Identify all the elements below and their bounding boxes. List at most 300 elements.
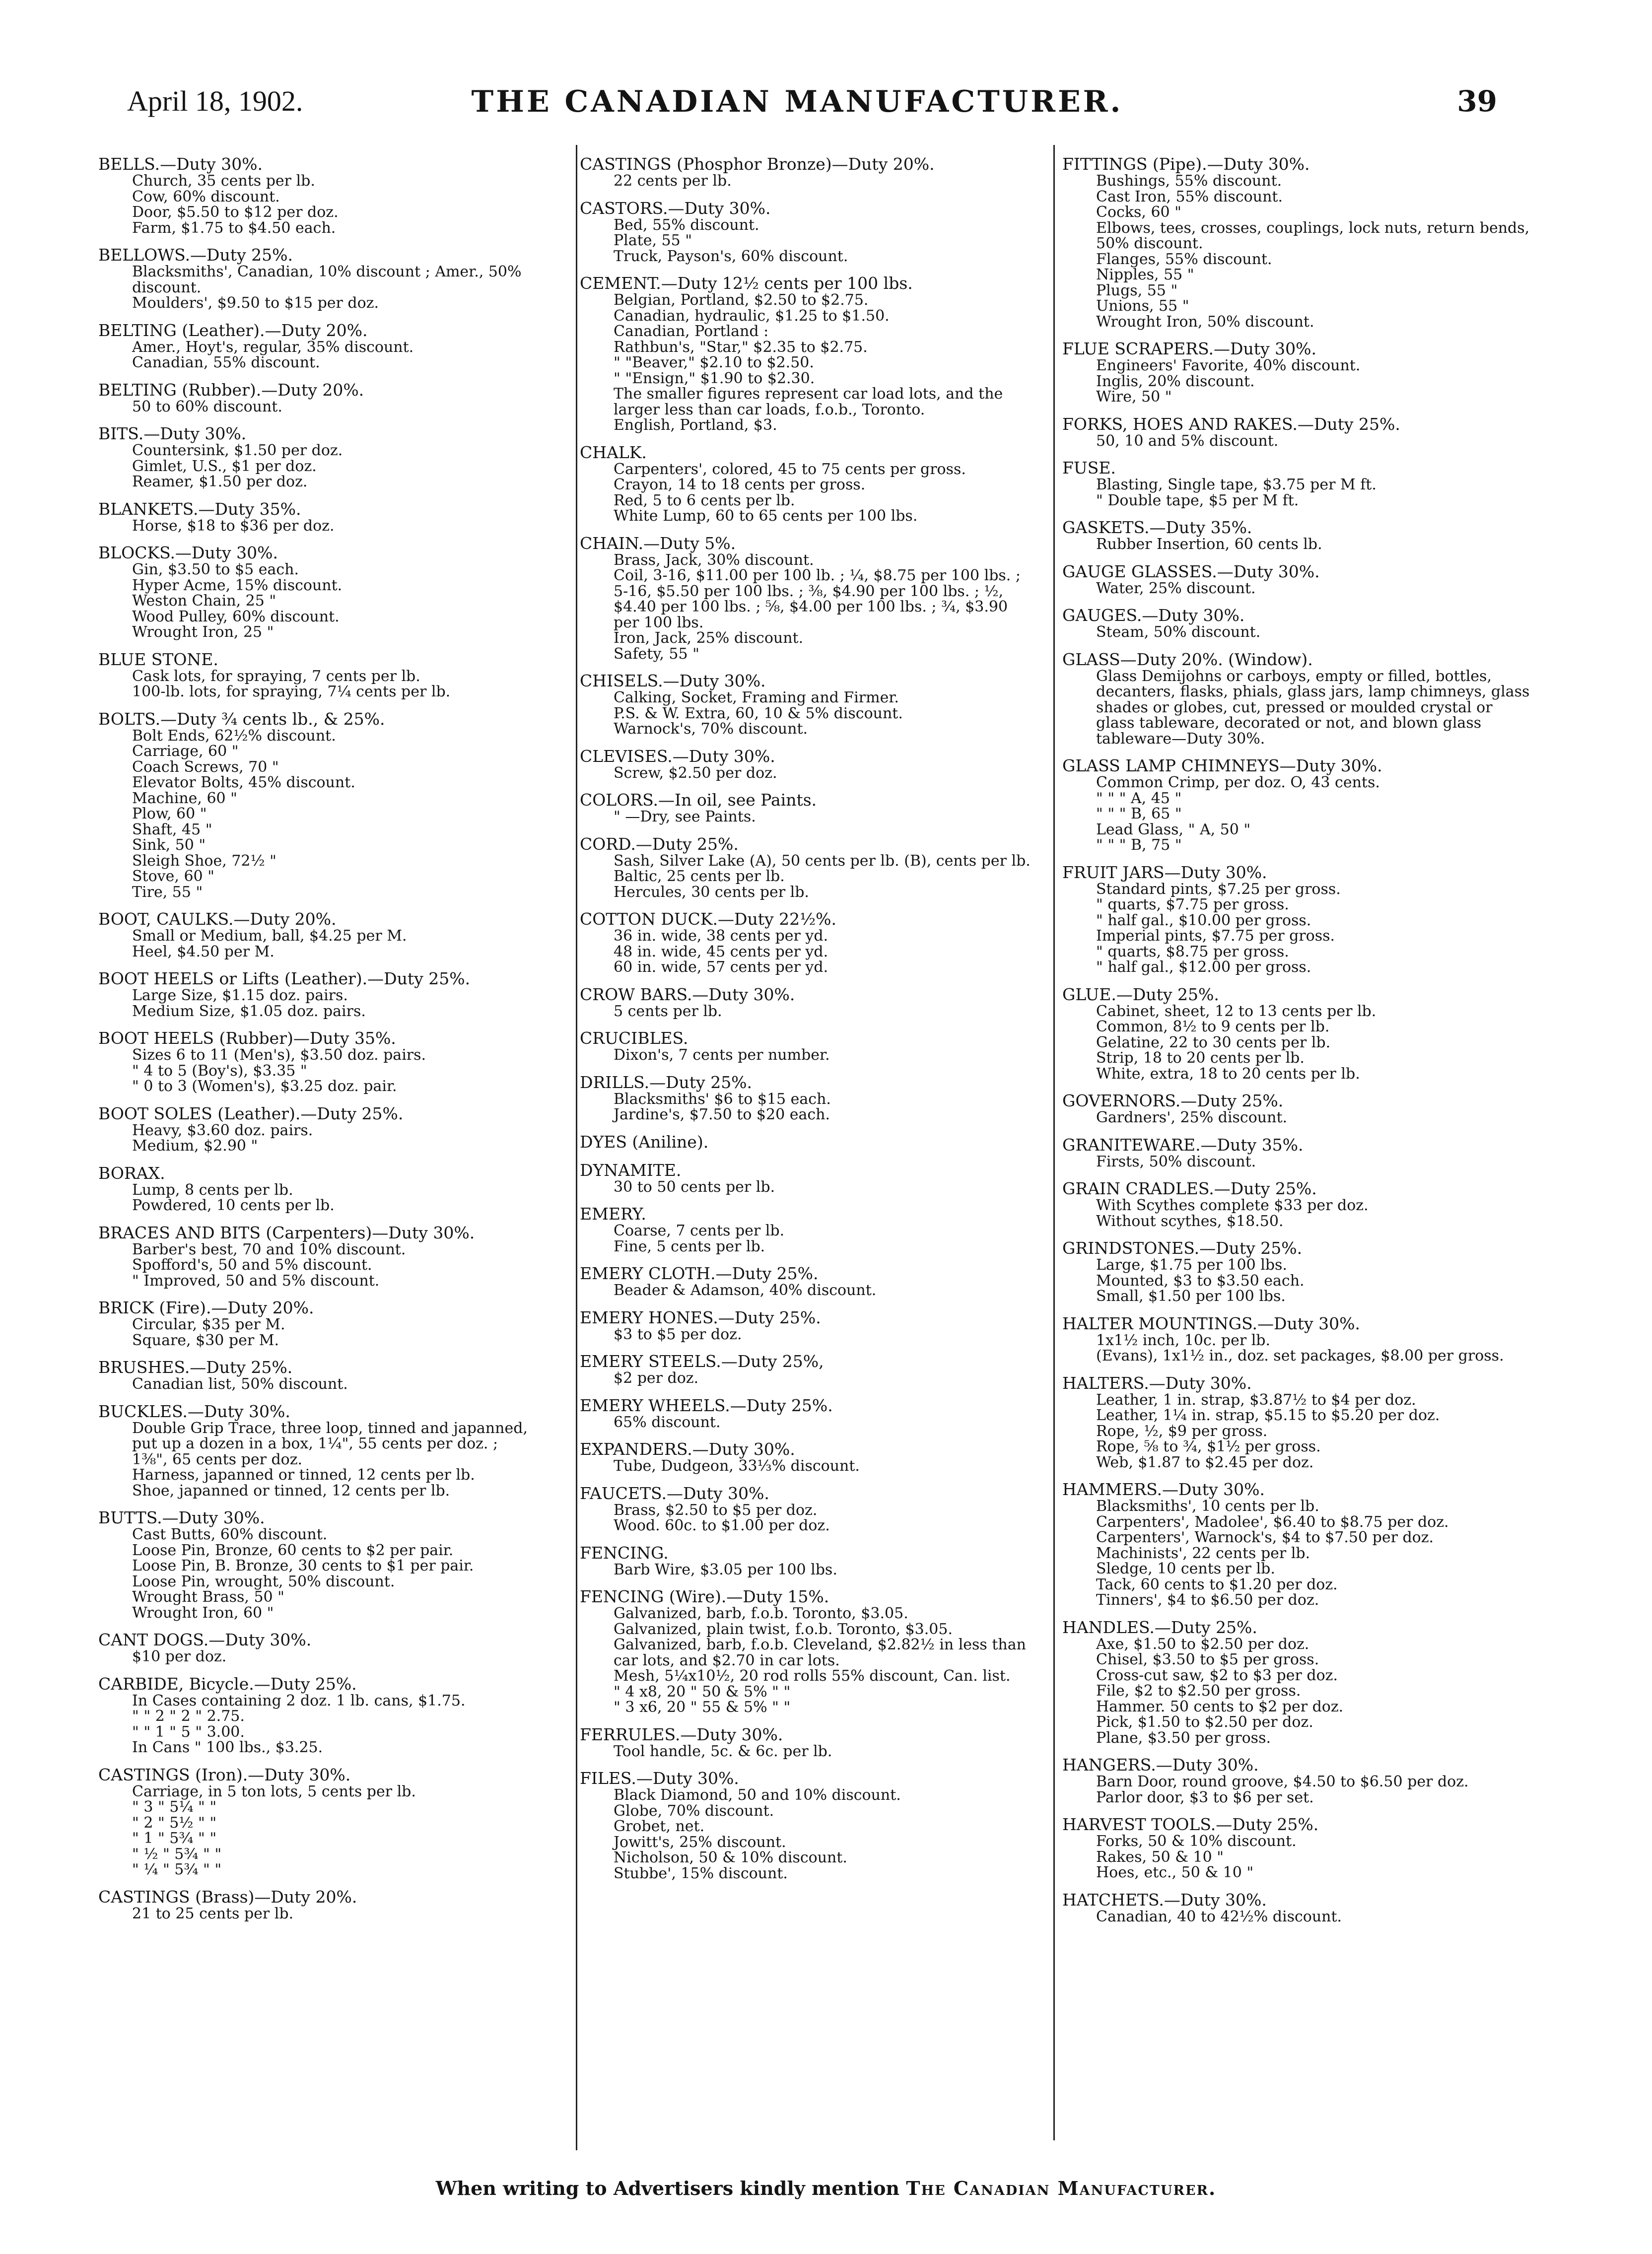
entry-heading: EMERY CLOTH.—Duty 25%.	[580, 1264, 819, 1283]
entry-item: Wood Pulley, 60% discount.	[132, 608, 340, 625]
entry-heading: CLEVISES.—Duty 30%.	[580, 746, 775, 766]
entry-item: Spofford's, 50 and 5% discount.	[132, 1256, 372, 1274]
price-entry	[98, 246, 531, 311]
entry-item: " 4 x8, 20 " 50 & 5% " "	[614, 1683, 791, 1701]
entry-heading: BITS.—Duty 30%.	[98, 424, 247, 443]
entry-item: Hyper Acme, 15% discount.	[132, 576, 343, 594]
price-entry	[98, 544, 531, 640]
price-entry	[1062, 1239, 1534, 1304]
entry-item: " 2 " 5½ " "	[132, 1814, 217, 1832]
entry-item: Safety, 55 "	[614, 645, 699, 663]
entry-item: Leather, 1 in. strap, $3.87½ to $4 per doz.	[1096, 1391, 1416, 1409]
entry-item: Calking, Socket, Framing and Firmer.	[614, 689, 899, 706]
entry-item: 36 in. wide, 38 cents per yd.	[614, 927, 828, 945]
price-entry	[580, 1484, 1034, 1534]
entry-item: $2 per doz.	[614, 1369, 699, 1387]
price-entry	[98, 1631, 531, 1665]
entry-item: Stubbe', 15% discount.	[614, 1864, 788, 1882]
price-entry	[580, 534, 1034, 662]
entry-heading: BUCKLES.—Duty 30%.	[98, 1401, 290, 1421]
entry-heading: BRUSHES.—Duty 25%.	[98, 1358, 293, 1377]
entry-heading: CRUCIBLES.	[580, 1028, 688, 1048]
entry-item: " half gal., $12.00 per gross.	[1096, 958, 1311, 976]
entry-item: Iron, Jack, 25% discount.	[614, 629, 804, 647]
entry-item: Web, $1.87 to $2.45 per doz.	[1096, 1453, 1314, 1471]
price-entry	[1062, 1756, 1534, 1805]
entry-item: Door, $5.50 to $12 per doz.	[132, 204, 339, 221]
entry-heading: BLANKETS.—Duty 35%.	[98, 499, 301, 519]
entry-item: Baltic, 25 cents per lb.	[614, 868, 785, 885]
entry-heading: CEMENT.—Duty 12½ cents per 100 lbs.	[580, 273, 913, 293]
entry-item: Red, 5 to 6 cents per lb.	[614, 491, 795, 509]
entry-item: Powdered, 10 cents per lb.	[132, 1197, 335, 1214]
price-entry	[98, 1029, 531, 1094]
price-entry	[1062, 340, 1534, 405]
entry-item: Wrought Iron, 25 "	[132, 623, 274, 641]
entry-item: " ½ " 5¾ " "	[132, 1845, 222, 1863]
price-entry	[580, 155, 1034, 189]
entry-item: Forks, 50 & 10% discount.	[1096, 1833, 1297, 1850]
entry-item: Wood. 60c. to $1.00 per doz.	[614, 1517, 830, 1534]
entry-item: Fine, 5 cents per lb.	[614, 1237, 765, 1255]
entry-heading: BUTTS.—Duty 30%.	[98, 1508, 265, 1527]
entry-item: Wrought Iron, 50% discount.	[1096, 313, 1314, 331]
price-entry	[98, 1675, 531, 1756]
entry-item: 100-lb. lots, for spraying, 7¼ cents per lb.	[132, 683, 451, 700]
entry-heading: HALTER MOUNTINGS.—Duty 30%.	[1062, 1313, 1360, 1333]
entry-item: Gelatine, 22 to 30 cents per lb.	[1096, 1033, 1331, 1051]
entry-item: Screw, $2.50 per doz.	[614, 764, 777, 782]
price-entry	[580, 747, 1034, 781]
entry-item: " " " B, 75 "	[1096, 836, 1182, 854]
entry-heading: HALTERS.—Duty 30%.	[1062, 1373, 1252, 1393]
entry-heading: BORAX.	[98, 1163, 165, 1183]
entry-heading: EMERY HONES.—Duty 25%.	[580, 1307, 821, 1327]
price-entry	[98, 1358, 531, 1392]
entry-heading: GLASS—Duty 20%. (Window).	[1062, 649, 1313, 669]
entry-heading: GRANITEWARE.—Duty 35%.	[1062, 1135, 1304, 1155]
entry-item: Rubber Insertion, 60 cents lb.	[1096, 536, 1322, 553]
entry-item: Loose Pin, wrought, 50% discount.	[132, 1572, 395, 1590]
entry-item: Small, $1.50 per 100 lbs.	[1096, 1288, 1286, 1305]
entry-item: Lead Glass, " A, 50 "	[1096, 820, 1251, 838]
entry-item: Blasting, Single tape, $3.75 per M ft.	[1096, 476, 1377, 493]
entry-item: Gardners', 25% discount.	[1096, 1109, 1288, 1126]
entry-heading: FILES.—Duty 30%.	[580, 1769, 739, 1788]
entry-item: Barn Door, round groove, $4.50 to $6.50 per doz.	[1096, 1773, 1469, 1790]
entry-heading: CASTINGS (Phosphor Bronze)—Duty 20%.	[580, 154, 935, 174]
entry-item: Galvanized, barb, f.o.b. Toronto, $3.05.	[614, 1605, 908, 1622]
price-entry	[1062, 863, 1534, 975]
entry-item: 50, 10 and 5% discount.	[1096, 432, 1279, 450]
price-entry	[1062, 155, 1534, 330]
entry-heading: BLOCKS.—Duty 30%.	[98, 543, 278, 562]
entry-item: Elbows, tees, crosses, couplings, lock nuts, return bends, 50% discount.	[1096, 219, 1530, 252]
entry-item: 1x1½ inch, 10c. per lb.	[1096, 1331, 1271, 1349]
entry-heading: HANDLES.—Duty 25%.	[1062, 1617, 1257, 1637]
entry-item: Hoes, etc., 50 & 10 "	[1096, 1864, 1254, 1881]
entry-item: Cast Butts, 60% discount.	[132, 1526, 328, 1543]
price-entry	[1062, 606, 1534, 640]
entry-item: Cast Iron, 55% discount.	[1096, 188, 1283, 205]
entry-item: Inglis, 20% discount.	[1096, 372, 1255, 390]
entry-item: " 3 x6, 20 " 55 & 5% " "	[614, 1699, 791, 1716]
entry-item: Unions, 55 "	[1096, 297, 1189, 315]
entry-item: Imperial pints, $7.75 per gross.	[1096, 927, 1335, 945]
price-entry	[98, 1164, 531, 1214]
price-entry	[1062, 1179, 1534, 1229]
entry-item: " Improved, 50 and 5% discount.	[132, 1272, 380, 1290]
entry-item: $3 to $5 per doz.	[614, 1325, 742, 1343]
price-entry	[1062, 1092, 1534, 1126]
entry-item: Canadian, Portland :	[614, 323, 769, 340]
entry-heading: COTTON DUCK.—Duty 22½%.	[580, 909, 836, 929]
entry-item: Amer., Hoyt's, regular, 35% discount.	[132, 338, 414, 356]
entry-heading: GRAIN CRADLES.—Duty 25%.	[1062, 1179, 1317, 1198]
entry-item: 50 to 60% discount.	[132, 398, 282, 415]
entry-item: Gin, $3.50 to $5 each.	[132, 561, 299, 578]
entry-item: Shoe, japanned or tinned, 12 cents per lb.	[132, 1482, 450, 1500]
entry-heading: EMERY WHEELS.—Duty 25%.	[580, 1395, 833, 1415]
price-entry	[1062, 1314, 1534, 1364]
entry-item: Gimlet, U.S., $1 per doz.	[132, 457, 317, 475]
price-column-2	[580, 155, 1034, 1891]
entry-item: Countersink, $1.50 per doz.	[132, 442, 343, 459]
entry-heading: BOOT HEELS or Lifts (Leather).—Duty 25%.	[98, 969, 471, 988]
entry-heading: CORD.—Duty 25%.	[580, 834, 739, 854]
price-entry	[580, 791, 1034, 825]
price-entry	[580, 1544, 1034, 1578]
entry-item: Coil, 3-16, $11.00 per 100 lb. ; ¼, $8.75 per 100 lbs. ; 5-16, $5.50 per 100 lbs. ; ⅜, $4.90 per 100 lbs. ; ½, $4.40 per 100 lbs. ; ⅝, $4.00 per 100 lbs. ; ¾, $3.90 per 100 lbs.	[614, 567, 1021, 631]
entry-item: Wire, 50 "	[1096, 388, 1172, 406]
entry-heading: FENCING (Wire).—Duty 15%.	[580, 1587, 829, 1606]
entry-item: Galvanized, plain twist, f.o.b. Toronto, $3.05.	[614, 1620, 953, 1638]
entry-item: Mesh, 5¼x10½, 20 rod rolls 55% discount, Can. list.	[614, 1667, 1011, 1685]
price-entry	[1062, 459, 1534, 508]
entry-item: Warnock's, 70% discount.	[614, 720, 808, 738]
entry-item: 60 in. wide, 57 cents per yd.	[614, 958, 828, 976]
entry-heading: BELLS.—Duty 30%.	[98, 154, 263, 174]
entry-item: Moulders', $9.50 to $15 per doz.	[132, 294, 379, 312]
footer-note	[0, 2177, 1652, 2199]
price-entry	[580, 1205, 1034, 1254]
page-header	[97, 84, 1497, 129]
price-entry	[98, 710, 531, 900]
entry-item: Canadian, 40 to 42½% discount.	[1096, 1908, 1342, 1925]
entry-item: Brass, $2.50 to $5 per doz.	[614, 1501, 818, 1519]
footer-publication: The Canadian Manufacturer.	[906, 2177, 1217, 2199]
entry-item: Nipples, 55 "	[1096, 266, 1194, 283]
entry-item: " "Ensign," $1.90 to $2.30.	[614, 369, 815, 387]
entry-item: Engineers' Favorite, 40% discount.	[1096, 357, 1361, 374]
entry-item: Firsts, 50% discount.	[1096, 1153, 1256, 1170]
entry-item: Rope, ⅝ to ¾, $1½ per gross.	[1096, 1438, 1321, 1455]
entry-heading: GAUGES.—Duty 30%.	[1062, 606, 1245, 625]
price-entry	[98, 1104, 531, 1154]
entry-heading: BLUE STONE.	[98, 649, 218, 669]
entry-item: Tire, 55 "	[132, 883, 203, 901]
entry-item: Jowitt's, 25% discount.	[614, 1833, 786, 1851]
price-entry	[98, 381, 531, 415]
entry-item: Blacksmiths', 10 cents per lb.	[1096, 1498, 1319, 1515]
entry-heading: EMERY STEELS.—Duty 25%,	[580, 1352, 824, 1371]
entry-item: Sledge, 10 cents per lb.	[1096, 1560, 1275, 1577]
price-entry	[1062, 415, 1534, 449]
entry-item: Barb Wire, $3.05 per 100 lbs.	[614, 1561, 837, 1578]
entry-item: Hammer. 50 cents to $2 per doz.	[1096, 1698, 1344, 1715]
entry-item: Carpenters', Warnock's, $4 to $7.50 per doz.	[1096, 1529, 1434, 1546]
entry-item: Leather, 1¼ in. strap, $5.15 to $5.20 per doz.	[1096, 1407, 1440, 1424]
entry-item: Church, 35 cents per lb.	[132, 172, 315, 190]
price-entry	[98, 969, 531, 1019]
price-entry	[1062, 518, 1534, 552]
entry-item: " " 1 " 5 " 3.00.	[132, 1723, 245, 1741]
entry-item: Double Grip Trace, three loop, tinned and japanned, put up a dozen in a box, 1¼", 55 cents per doz. ; 1⅜", 65 cents per doz.	[132, 1419, 528, 1468]
price-entry	[580, 1161, 1034, 1195]
entry-heading: CARBIDE, Bicycle.—Duty 25%.	[98, 1674, 357, 1694]
entry-item: Rakes, 50 & 10 "	[1096, 1848, 1224, 1866]
entry-item: $10 per doz.	[132, 1648, 227, 1665]
price-entry	[98, 1888, 531, 1922]
entry-item: 65% discount.	[614, 1413, 721, 1431]
entry-item: Elevator Bolts, 45% discount.	[132, 774, 355, 791]
entry-item: Rope, ½, $9 per gross.	[1096, 1422, 1268, 1440]
entry-item: " ¼ " 5¾ " "	[132, 1861, 222, 1878]
entry-item: Carriage, in 5 ton lots, 5 cents per lb.	[132, 1782, 416, 1800]
entry-item: 21 to 25 cents per lb.	[132, 1905, 294, 1922]
entry-item: White Lump, 60 to 65 cents per 100 lbs.	[614, 507, 918, 525]
entry-item: Galvanized, barb, f.o.b. Cleveland, $2.82½ in less than car lots, and $2.70 in car lots.	[614, 1636, 1026, 1669]
entry-heading: BOOT, CAULKS.—Duty 20%.	[98, 909, 337, 929]
price-entry	[98, 1224, 531, 1289]
entry-heading: COLORS.—In oil, see Paints.	[580, 790, 817, 810]
entry-item: Loose Pin, B. Bronze, 30 cents to $1 per pair.	[132, 1557, 474, 1574]
price-entry	[98, 321, 531, 371]
entry-item: Mounted, $3 to $3.50 each.	[1096, 1272, 1305, 1290]
entry-heading: GRINDSTONES.—Duty 25%.	[1062, 1238, 1303, 1258]
entry-heading: FAUCETS.—Duty 30%.	[580, 1483, 769, 1503]
footer-prefix: When writing to Advertisers kindly mention	[435, 2177, 906, 2199]
price-entry	[98, 500, 531, 534]
price-entry	[580, 1396, 1034, 1431]
entry-item: Pick, $1.50 to $2.50 per doz.	[1096, 1713, 1313, 1731]
entry-heading: GASKETS.—Duty 35%.	[1062, 518, 1252, 537]
price-entry	[580, 199, 1034, 265]
entry-item: Lump, 8 cents per lb.	[132, 1181, 293, 1199]
entry-item: Medium, $2.90 "	[132, 1137, 258, 1155]
entry-item: Dixon's, 7 cents per number.	[614, 1046, 830, 1064]
entry-item: Without scythes, $18.50.	[1096, 1212, 1284, 1230]
price-entry	[98, 1766, 531, 1878]
entry-item: Loose Pin, Bronze, 60 cents to $2 per pair.	[132, 1541, 454, 1559]
entry-heading: BELTING (Leather).—Duty 20%.	[98, 320, 368, 340]
entry-item: Reamer, $1.50 per doz.	[132, 473, 308, 490]
entry-item: " quarts, $8.75 per gross.	[1096, 943, 1289, 960]
entry-item: Wrought Iron, 60 "	[132, 1604, 274, 1622]
entry-heading: DYNAMITE.	[580, 1160, 682, 1180]
entry-item: " Double tape, $5 per M ft.	[1096, 491, 1299, 509]
price-entry	[1062, 1374, 1534, 1471]
entry-item: Coach Screws, 70 "	[132, 758, 279, 776]
entry-heading: EMERY.	[580, 1204, 646, 1224]
entry-item: Bolt Ends, 62½% discount.	[132, 727, 336, 745]
entry-heading: FRUIT JARS—Duty 30%.	[1062, 862, 1267, 882]
entry-item: With Scythes complete $33 per doz.	[1096, 1197, 1369, 1214]
entry-item: P.S. & W. Extra, 60, 10 & 5% discount.	[614, 704, 903, 722]
entry-item: Crayon, 14 to 18 cents per gross.	[614, 476, 866, 493]
entry-item: Chisel, $3.50 to $5 per gross.	[1096, 1651, 1319, 1668]
entry-item: Steam, 50% discount.	[1096, 623, 1261, 641]
entry-item: Carpenters', Madolee', $6.40 to $8.75 per doz.	[1096, 1513, 1449, 1531]
entry-item: " —Dry, see Paints.	[614, 808, 756, 825]
entry-item: Tool handle, 5c. & 6c. per lb.	[614, 1742, 832, 1760]
price-entry	[1062, 1891, 1534, 1925]
entry-item: Water, 25% discount.	[1096, 579, 1256, 597]
entry-item: Carriage, 60 "	[132, 743, 239, 760]
entry-heading: FITTINGS (Pipe).—Duty 30%.	[1062, 154, 1310, 174]
entry-item: White, extra, 18 to 20 cents per lb.	[1096, 1065, 1360, 1083]
price-entry	[98, 1402, 531, 1499]
entry-item: Tack, 60 cents to $1.20 per doz.	[1096, 1575, 1338, 1593]
entry-heading: GLASS LAMP CHIMNEYS—Duty 30%.	[1062, 756, 1382, 775]
price-entry	[1062, 756, 1534, 853]
entry-item: Globe, 70% discount.	[614, 1802, 774, 1820]
entry-item: Rathbun's, "Star," $2.35 to $2.75.	[614, 338, 868, 356]
publication-title: THE CANADIAN MANUFACTURER.	[471, 84, 1123, 119]
entry-heading: HATCHETS.—Duty 30%.	[1062, 1890, 1267, 1910]
entry-item: " quarts, $7.75 per gross.	[1096, 896, 1289, 913]
entry-heading: CROW BARS.—Duty 30%.	[580, 984, 795, 1004]
entry-item: File, $2 to $2.50 per gross.	[1096, 1682, 1301, 1700]
price-entry	[580, 443, 1034, 524]
entry-heading: CHALK.	[580, 442, 647, 462]
entry-item: Cross-cut saw, $2 to $3 per doz.	[1096, 1666, 1338, 1684]
price-entry	[580, 1769, 1034, 1881]
entry-heading: CANT DOGS.—Duty 30%.	[98, 1630, 312, 1649]
entry-item: " " 2 " 2 " 2.75.	[132, 1708, 245, 1725]
entry-item: Cabinet, sheet, 12 to 13 cents per lb.	[1096, 1002, 1377, 1020]
entry-item: Square, $30 per M.	[132, 1331, 279, 1349]
entry-heading: GAUGE GLASSES.—Duty 30%.	[1062, 561, 1320, 581]
page-number: 39	[1457, 84, 1497, 118]
price-entry	[580, 1308, 1034, 1343]
entry-item: Flanges, 55% discount.	[1096, 250, 1272, 268]
entry-item: 48 in. wide, 45 cents per yd.	[614, 943, 828, 960]
entry-heading: FORKS, HOES AND RAKES.—Duty 25%.	[1062, 414, 1400, 434]
price-entry	[1062, 1815, 1534, 1881]
entry-item: Black Diamond, 50 and 10% discount.	[614, 1786, 901, 1804]
price-entry	[98, 1508, 531, 1621]
entry-heading: BRACES AND BITS (Carpenters)—Duty 30%.	[98, 1223, 475, 1242]
entry-item: Brass, Jack, 30% discount.	[614, 551, 814, 569]
entry-item: Canadian, hydraulic, $1.25 to $1.50.	[614, 307, 890, 325]
entry-item: Belgian, Portland, $2.50 to $2.75.	[614, 291, 869, 309]
entry-item: Cocks, 60 "	[1096, 204, 1181, 221]
entry-heading: EXPANDERS.—Duty 30%.	[580, 1439, 795, 1459]
entry-item: Large Size, $1.15 doz. pairs.	[132, 987, 348, 1004]
entry-item: Sink, 50 "	[132, 836, 206, 854]
entry-item: Medium Size, $1.05 doz. pairs.	[132, 1002, 366, 1020]
entry-heading: FENCING.	[580, 1543, 669, 1563]
price-entry	[98, 424, 531, 490]
price-entry	[98, 1298, 531, 1348]
entry-heading: FLUE SCRAPERS.—Duty 30%.	[1062, 339, 1316, 358]
entry-heading: CASTINGS (Iron).—Duty 30%.	[98, 1765, 351, 1784]
entry-item: Sleigh Shoe, 72½ "	[132, 852, 276, 870]
entry-item: Barber's best, 70 and 10% discount.	[132, 1240, 406, 1258]
price-entry	[580, 910, 1034, 975]
entry-heading: HANGERS.—Duty 30%.	[1062, 1755, 1259, 1775]
entry-heading: BELLOWS.—Duty 25%.	[98, 245, 293, 265]
price-entry	[580, 1073, 1034, 1123]
price-entry	[580, 274, 1034, 433]
entry-item: The smaller figures represent car load lots, and the larger less than car loads, f.o.b., Toronto.	[614, 385, 1003, 418]
entry-item: Tinners', $4 to $6.50 per doz.	[1096, 1591, 1319, 1609]
price-entry	[580, 1352, 1034, 1386]
entry-heading: BOLTS.—Duty ¾ cents lb., & 25%.	[98, 709, 385, 729]
entry-item: " 1 " 5¾ " "	[132, 1830, 217, 1847]
entry-item: Beader & Adamson, 40% discount.	[614, 1282, 877, 1299]
entry-item: Shaft, 45 "	[132, 820, 212, 838]
entry-item: Tube, Dudgeon, 33⅓% discount.	[614, 1457, 860, 1475]
entry-item: Hercules, 30 cents per lb.	[614, 883, 809, 901]
entry-item: " 4 to 5 (Boy's), $3.35 "	[132, 1062, 307, 1080]
entry-item: " 0 to 3 (Women's), $3.25 doz. pair.	[132, 1078, 397, 1095]
column-divider	[1053, 145, 1055, 2140]
entry-item: " " " B, 65 "	[1096, 805, 1182, 822]
entry-item: In Cases containing 2 doz. 1 lb. cans, $1.75.	[132, 1692, 466, 1709]
price-entry	[98, 650, 531, 700]
entry-item: Plane, $3.50 per gross.	[1096, 1729, 1271, 1747]
entry-item: Stove, 60 "	[132, 868, 214, 885]
entry-heading: BRICK (Fire).—Duty 20%.	[98, 1298, 314, 1317]
entry-item: Small or Medium, ball, $4.25 per M.	[132, 927, 407, 945]
price-entry	[1062, 1480, 1534, 1608]
price-entry	[1062, 650, 1534, 747]
entry-item: Large, $1.75 per 100 lbs.	[1096, 1256, 1287, 1274]
price-entry	[580, 672, 1034, 737]
entry-item: Weston Chain, 25 "	[132, 592, 276, 610]
entry-heading: HAMMERS.—Duty 30%.	[1062, 1480, 1265, 1499]
entry-item: Nicholson, 50 & 10% discount.	[614, 1849, 847, 1866]
entry-heading: FERRULES.—Duty 30%.	[580, 1724, 783, 1744]
entry-item: 5 cents per lb.	[614, 1002, 722, 1020]
entry-item: Bushings, 55% discount.	[1096, 172, 1282, 190]
price-entry	[580, 1440, 1034, 1474]
entry-item: (Evans), 1x1½ in., doz. set packages, $8.00 per gross.	[1096, 1347, 1504, 1365]
column-divider	[576, 145, 577, 2150]
entry-item: Canadian list, 50% discount.	[132, 1375, 348, 1393]
entry-item: Cow, 60% discount.	[132, 188, 280, 205]
entry-heading: CASTINGS (Brass)—Duty 20%.	[98, 1887, 357, 1907]
entry-item: Canadian, 55% discount.	[132, 354, 320, 371]
price-entry	[1062, 562, 1534, 597]
entry-item: Parlor door, $3 to $6 per set.	[1096, 1788, 1314, 1806]
entry-item: In Cans " 100 lbs., $3.25.	[132, 1739, 323, 1756]
entry-item: Plow, 60 "	[132, 805, 207, 822]
price-entry	[580, 1587, 1034, 1715]
entry-item: " "Beaver," $2.10 to $2.50.	[614, 354, 814, 371]
entry-item: Circular, $35 per M.	[132, 1316, 285, 1333]
entry-heading: BOOT SOLES (Leather).—Duty 25%.	[98, 1103, 404, 1123]
entry-item: 22 cents per lb.	[614, 172, 732, 190]
price-entry	[580, 1029, 1034, 1063]
entry-item: Truck, Payson's, 60% discount.	[614, 247, 848, 265]
price-entry	[98, 910, 531, 959]
entry-item: Grobet, net.	[614, 1818, 705, 1835]
entry-heading: GOVERNORS.—Duty 25%.	[1062, 1091, 1284, 1110]
price-entry	[580, 1133, 1034, 1151]
